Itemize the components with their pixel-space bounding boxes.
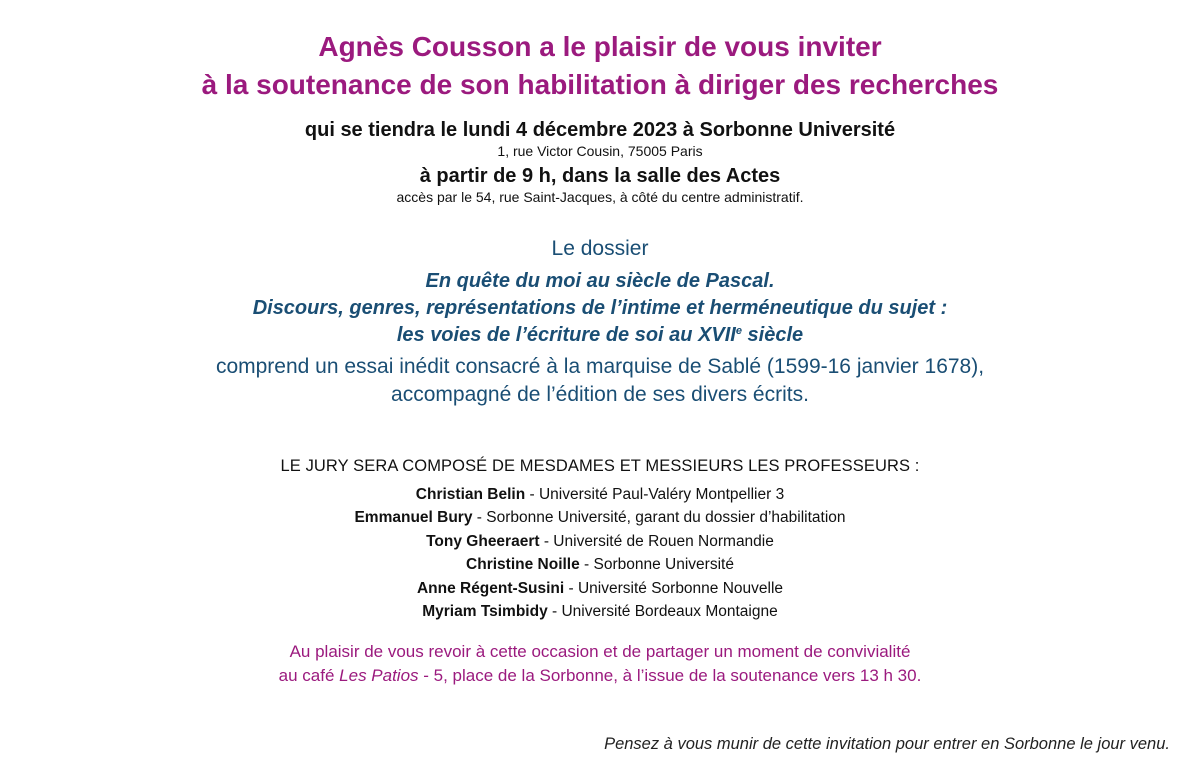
- closing-line-2: [0, 664, 1200, 688]
- jury-member-name: Christine Noille: [466, 556, 580, 574]
- event-details: [0, 118, 1200, 206]
- thesis-line-3: [0, 322, 1200, 349]
- jury-member: [0, 577, 1200, 601]
- jury-member-name: Christian Belin: [415, 485, 526, 503]
- dossier-desc-line-1: comprend un essai inédit consacré à la marquise de Sablé (1599-16 janvier 1678),: [215, 354, 985, 378]
- event-address: 1, rue Victor Cousin, 75005 Paris: [497, 143, 703, 159]
- closing-line-2-prefix: au café: [278, 665, 340, 685]
- jury-member-affiliation: - Sorbonne Université: [579, 556, 734, 574]
- jury-member-name: Emmanuel Bury: [354, 509, 473, 527]
- event-time-line: à partir de 9 h, dans la salle des Actes: [419, 164, 781, 187]
- title-line-2: à la soutenance de son habilitation à diriger des recherches: [201, 69, 999, 100]
- closing-message: [0, 640, 1200, 688]
- jury-member-name: Tony Gheeraert: [426, 532, 540, 550]
- footer-note: Pensez à vous munir de cette invitation pour entrer en Sorbonne le jour venu.: [604, 735, 1170, 753]
- jury-heading: LE JURY SERA COMPOSÉ DE MESDAMES ET MESSIEURS LES PROFESSEURS :: [280, 456, 920, 475]
- jury-member-affiliation: - Université Sorbonne Nouvelle: [564, 579, 784, 597]
- invitation-title: [0, 0, 1200, 104]
- thesis-line-3-superscript: e: [735, 324, 742, 337]
- jury-member: [0, 506, 1200, 530]
- thesis-line-2: Discours, genres, représentations de l’intime et herméneutique du sujet :: [252, 296, 948, 319]
- title-line-1: Agnès Cousson a le plaisir de vous inviter: [318, 31, 882, 62]
- closing-line-2-suffix: - 5, place de la Sorbonne, à l’issue de la soutenance vers 13 h 30.: [418, 665, 922, 685]
- event-access: accès par le 54, rue Saint-Jacques, à côté du centre administratif.: [396, 188, 804, 205]
- event-date-line: qui se tiendra le lundi 4 décembre 2023 à Sorbonne Université: [304, 119, 896, 141]
- jury-section: [0, 455, 1200, 624]
- jury-member: [0, 600, 1200, 624]
- jury-member-affiliation: - Université Paul-Valéry Montpellier 3: [525, 485, 785, 503]
- jury-member-affiliation: - Sorbonne Université, garant du dossier d’habilitation: [472, 509, 846, 527]
- thesis-title: [0, 268, 1200, 349]
- jury-member: [0, 483, 1200, 507]
- thesis-line-3-suffix: siècle: [742, 323, 804, 346]
- jury-member: [0, 530, 1200, 554]
- dossier-section: [0, 236, 1200, 409]
- thesis-line-3-prefix: les voies de l’écriture de soi au XVII: [396, 323, 736, 346]
- dossier-label: Le dossier: [551, 236, 649, 260]
- dossier-description: [0, 353, 1200, 409]
- jury-member-name: Myriam Tsimbidy: [422, 603, 548, 621]
- jury-member-affiliation: - Université Bordeaux Montaigne: [547, 603, 778, 621]
- jury-member-affiliation: - Université de Rouen Normandie: [539, 532, 774, 550]
- dossier-desc-line-2: accompagné de l’édition de ses divers écrits.: [391, 382, 809, 406]
- cafe-name: Les Patios: [339, 665, 419, 685]
- jury-member-name: Anne Régent-Susini: [416, 579, 565, 597]
- jury-member: [0, 553, 1200, 577]
- thesis-line-1: En quête du moi au siècle de Pascal.: [425, 269, 775, 292]
- closing-line-1: Au plaisir de vous revoir à cette occasion et de partager un moment de convivialité: [289, 641, 911, 661]
